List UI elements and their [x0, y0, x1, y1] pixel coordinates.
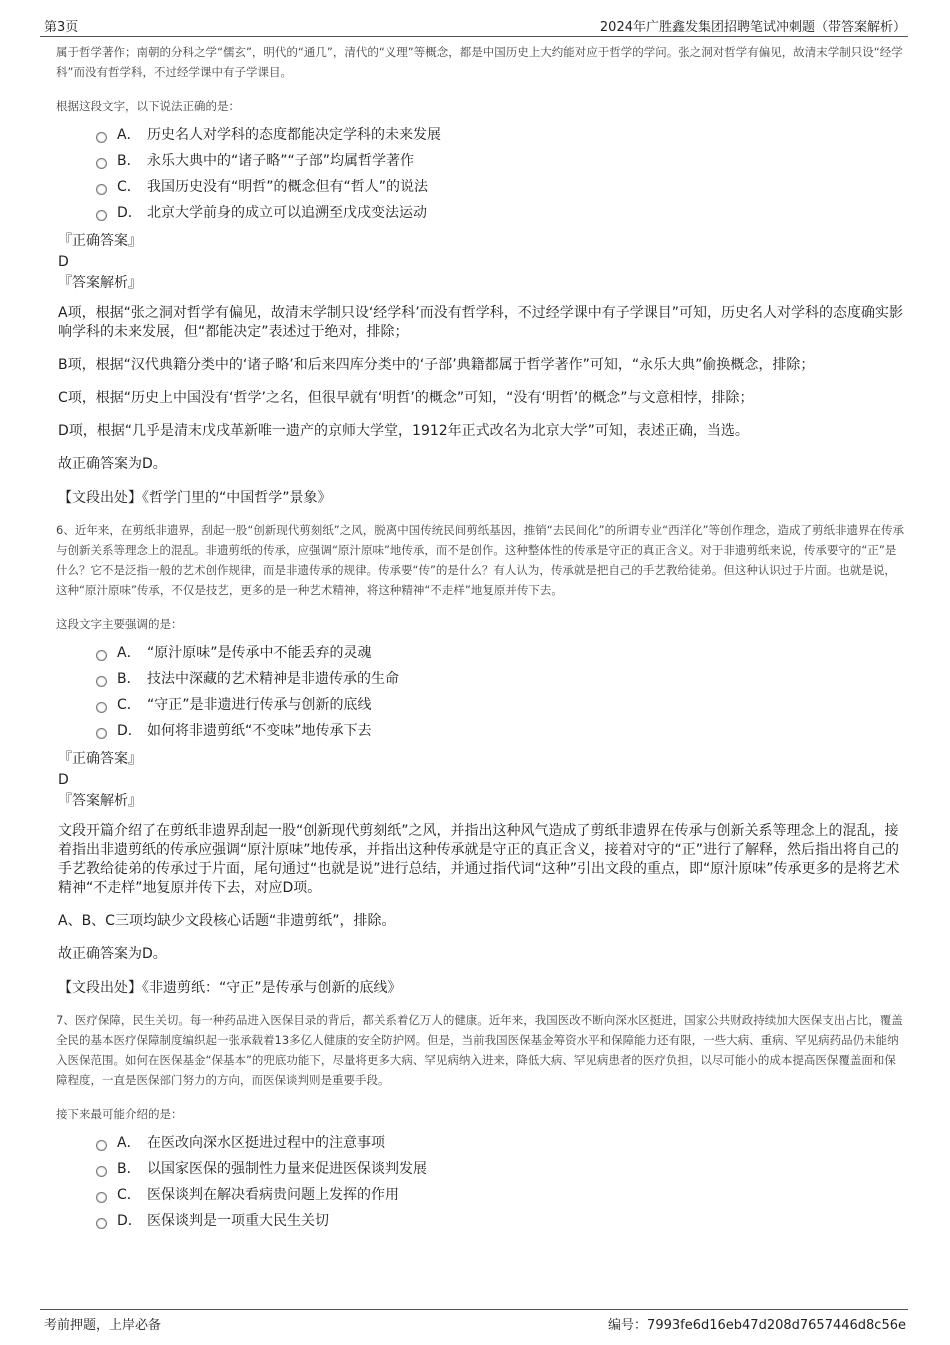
q5-answer: D — [58, 254, 69, 270]
radio-icon[interactable] — [96, 1218, 107, 1229]
page-number: 第3页 — [44, 20, 79, 35]
q5-conclusion: 故正确答案为D。 — [58, 456, 167, 472]
q7-stem: 7、医疗保障，民生关切。每一种药品进入医保目录的背后，都关系着亿万人的健康。近年来，我国医改不断向深水区挺进，国家公共财政持续加大医保支出占比，覆盖全民的基本医疗保障制度编织起一张承载着13多亿人健康的安全防护网。但是，当前我国医保基金筹资水平和保障能力还有限，一些大病、重病、罕见病药品仍未能纳入医保范围。如何在医保基金“保基本”的兜底功能下，尽量将更多大病、罕见病纳入进来，降低大病、罕见病患者的医疗负担，以尽可能小的成本提高医保覆盖面和保障程度，一直是医保部门努力的方向，而医保谈判则是重要手段。 — [56, 1013, 903, 1087]
q5-passage-tail: 属于哲学著作；南朝的分科之学“儒玄”，明代的“通几”，清代的“义理”等概念，都是中国历史上大约能对应于哲学的学问。张之洞对哲学有偏见，故清末学制只设“经学科”而没有哲学科，不过经学课中有子学课目。 — [56, 45, 903, 79]
q6-answer: D — [58, 772, 69, 788]
radio-icon[interactable] — [96, 676, 107, 687]
q5-analysis-heading: 『答案解析』 — [58, 275, 142, 291]
q5-answer-heading: 『正确答案』 — [58, 233, 142, 249]
q7-options — [96, 1130, 906, 1234]
document-body — [56, 42, 906, 1234]
q7-option-d[interactable]: D． 医保谈判是一项重大民生关切 — [96, 1208, 906, 1234]
radio-icon[interactable] — [96, 650, 107, 661]
q5-option-b[interactable]: B． 永乐大典中的“诸子略”“子部”均属哲学著作 — [96, 148, 906, 174]
radio-icon[interactable] — [96, 1140, 107, 1151]
q5-options — [96, 122, 906, 226]
document-title: 2024年广胜鑫发集团招聘笔试冲刺题（带答案解析） — [599, 20, 906, 35]
q6-analysis-heading: 『答案解析』 — [58, 793, 142, 809]
q6-conclusion: 故正确答案为D。 — [58, 946, 167, 962]
radio-icon[interactable] — [96, 184, 107, 195]
footer-slogan: 考前押题，上岸必备 — [44, 1318, 162, 1333]
q5-analysis-b: B项，根据“汉代典籍分类中的‘诸子略’和后来四库分类中的‘子部’典籍都属于哲学著作”可知，“永乐大典”偷换概念，排除； — [58, 357, 815, 373]
radio-icon[interactable] — [96, 210, 107, 221]
q5-analysis-d: D项，根据“几乎是清末戊戌革新唯一遗产的京师大学堂，1912年正式改名为北京大学”可知，表述正确，当选。 — [58, 423, 749, 439]
q6-option-d[interactable]: D． 如何将非遗剪纸“不变味”地传承下去 — [96, 718, 906, 744]
page-header — [40, 14, 908, 37]
q6-analysis-main: 文段开篇介绍了在剪纸非遗界刮起一股“创新现代剪刻纸”之风，并指出这种风气造成了剪纸非遗界在传承与创新关系等理念上的混乱，接着指出非遗剪纸的传承应强调“原汁原味”地传承，并指出这种传承就是守正的真正含义，接着对守的“正”进行了解释，然后指出将自己的手艺教给徒弟的传承过于片面，尾句通过“也就是说”进行总结，并通过指代词“这种”引出文段的重点，即“原汁原味”传承更多的是将艺术精神“不走样”地复原并传下去，对应D项。 — [58, 823, 900, 896]
q5-option-a[interactable]: A． 历史名人对学科的态度都能决定学科的未来发展 — [96, 122, 906, 148]
q6-option-b[interactable]: B． 技法中深藏的艺术精神是非遗传承的生命 — [96, 666, 906, 692]
q7-option-b[interactable]: B． 以国家医保的强制性力量来促进医保谈判发展 — [96, 1156, 906, 1182]
q7-prompt: 接下来最可能介绍的是： — [56, 1107, 183, 1121]
q6-option-c[interactable]: C． “守正”是非遗进行传承与创新的底线 — [96, 692, 906, 718]
q5-source: 【文段出处】《哲学门里的“中国哲学”景象》 — [58, 490, 332, 506]
q6-option-a[interactable]: A． “原汁原味”是传承中不能丢弃的灵魂 — [96, 640, 906, 666]
q6-prompt: 这段文字主要强调的是： — [56, 617, 183, 631]
radio-icon[interactable] — [96, 1166, 107, 1177]
q5-option-c[interactable]: C． 我国历史没有“明哲”的概念但有“哲人”的说法 — [96, 174, 906, 200]
q6-stem: 6、近年来，在剪纸非遗界，刮起一股“创新现代剪刻纸”之风，脱离中国传统民间剪纸基因，推销“去民间化”的所谓专业“西洋化”等创作理念，造成了剪纸非遗界在传承与创新关系等理念上的混乱。非遗剪纸的传承，应强调“原汁原味”地传承，而不是创作。这种整体性的传承是守正的真正含义。对于非遗剪纸来说，传承要守的“正”是什么？它不是泛指一般的艺术创作规律，而是非遗传承的规律。传承要“传”的是什么？有人认为，传承就是把自己的手艺教给徒弟。但这种认识过于片面。也就是说，这种“原汁原味”传承，不仅是技艺，更多的是一种艺术精神，将这种精神“不走样”地复原并传下去。 — [56, 523, 905, 597]
radio-icon[interactable] — [96, 728, 107, 739]
q5-analysis-a: A项，根据“张之洞对哲学有偏见，故清末学制只设‘经学科’而没有哲学科，不过经学课中有子学课目”可知，历史名人对学科的态度确实影响学科的未来发展，但“都能决定”表述过于绝对，排除； — [58, 305, 903, 340]
document-code: 编号：7993fe6d16eb47d208d7657446d8c56e — [608, 1318, 906, 1333]
q6-options — [96, 640, 906, 744]
q5-analysis-c: C项，根据“历史上中国没有‘哲学’之名，但很早就有‘明哲’的概念”可知，“没有‘明哲’的概念”与文意相悖，排除； — [58, 390, 754, 406]
page-footer — [40, 1309, 908, 1336]
radio-icon[interactable] — [96, 702, 107, 713]
radio-icon[interactable] — [96, 1192, 107, 1203]
radio-icon[interactable] — [96, 132, 107, 143]
q7-option-a[interactable]: A． 在医改向深水区挺进过程中的注意事项 — [96, 1130, 906, 1156]
q6-source: 【文段出处】《非遗剪纸：“守正”是传承与创新的底线》 — [58, 980, 402, 996]
q6-answer-heading: 『正确答案』 — [58, 751, 142, 767]
q5-option-d[interactable]: D． 北京大学前身的成立可以追溯至戊戌变法运动 — [96, 200, 906, 226]
q5-prompt: 根据这段文字，以下说法正确的是： — [56, 99, 240, 113]
radio-icon[interactable] — [96, 158, 107, 169]
q6-analysis-exclude: A、B、C三项均缺少文段核心话题“非遗剪纸”，排除。 — [58, 913, 396, 929]
q7-option-c[interactable]: C． 医保谈判在解决看病贵问题上发挥的作用 — [96, 1182, 906, 1208]
